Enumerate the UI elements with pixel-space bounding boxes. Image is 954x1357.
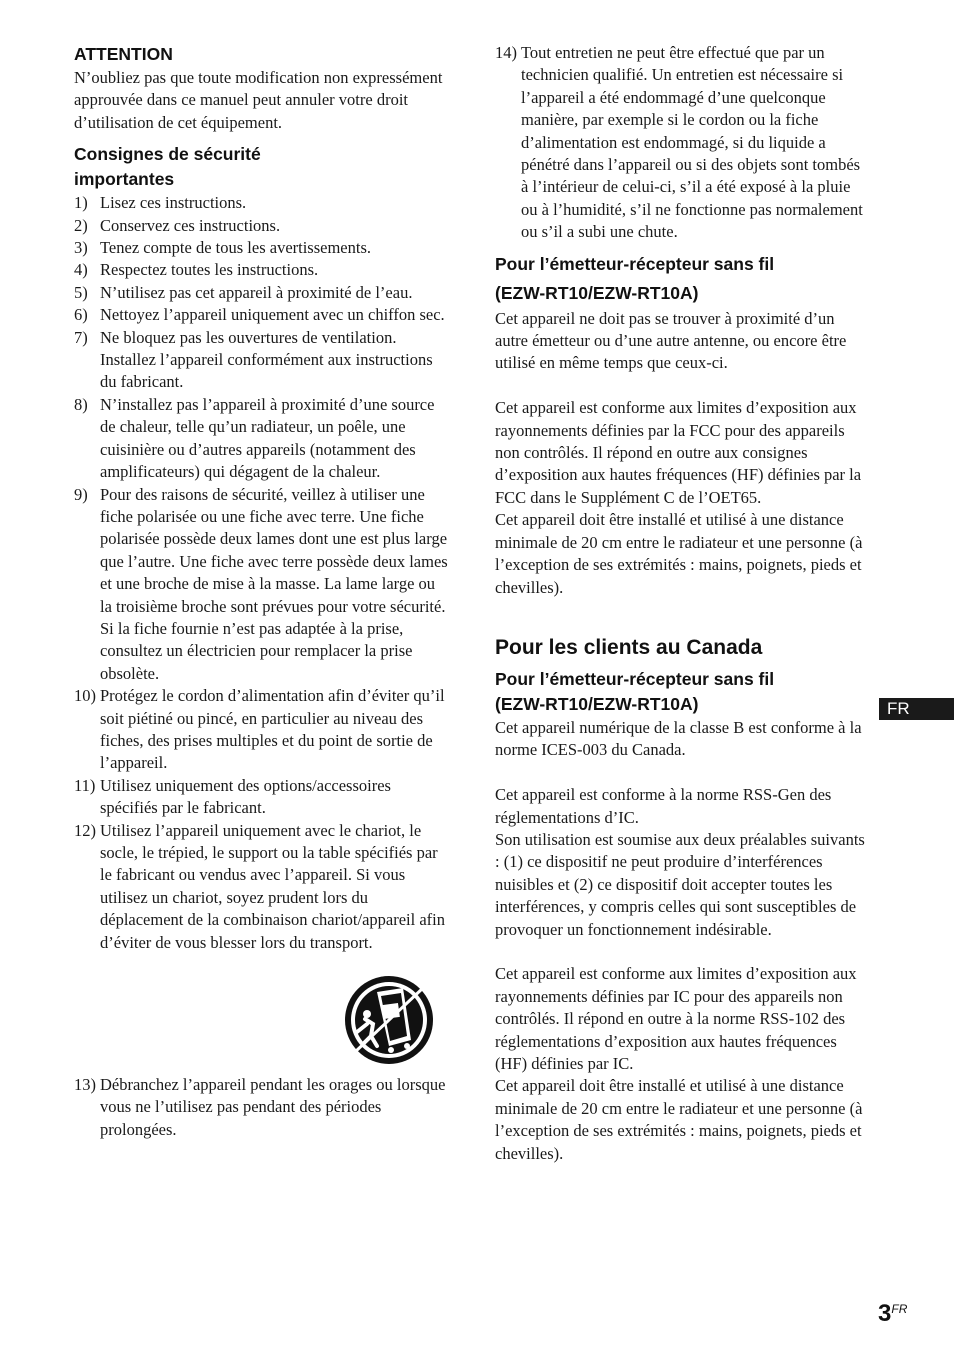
list-item: 9) Pour des raisons de sécurité, veillez à utiliser une fiche polarisée ou une fiche avec terre. Une fiche polarisée possède deux lames dont une est plus large que l’autre. Une fiche avec terre possède deux lames et une broche de mise à la masse. La lame large ou la troisième broche sont prévues pour votre sécurité. Si la fiche fournie n’est pas adaptée à la prise, consultez un électricien pour remplacer la prise obsolète. [74, 484, 448, 683]
list-item: 1) Lisez ces instructions. [74, 193, 247, 213]
list-item: 7) Ne bloquez pas les ouvertures de ventilation. Installez l’appareil conformément aux instructions du fabricant. [74, 327, 433, 392]
canada-subheading [495, 667, 865, 717]
canada-paragraph: Cet appareil numérique de la classe B est conforme à la norme ICES-003 du Canada. [495, 717, 862, 760]
right-column [495, 42, 865, 1165]
list-item: 14) Tout entretien ne peut être effectué que par un technicien qualifié. Un entretien est nécessaire si l’appareil a été endommagé d’une quelconque manière, par exemple si le cordon ou la fiche d’alimentation est endommagé, si du liquide a pénétré dans l’appareil ou si des objets sont tombés à l’intérieur de celui-ci, s’il a été exposé à la pluie ou à l’humidité, s’il ne fonctionne pas normalement ou s’il a subi une chute. [495, 43, 863, 242]
wireless-heading [495, 250, 865, 308]
list-item: 10) Protégez le cordon d’alimentation afin d’éviter qu’il soit piétiné ou pincé, en particulier au niveau des fiches, des prises multiples et du point de sortie de l’appareil. [74, 686, 445, 773]
list-item: 5) N’utilisez pas cet appareil à proximité de l’eau. [74, 282, 413, 302]
canada-paragraph: Cet appareil est conforme à la norme RSS-Gen des réglementations d’IC. [495, 785, 832, 827]
list-item: 3) Tenez compte de tous les avertissements. [74, 238, 372, 258]
canada-heading: Pour les clients au Canada [495, 635, 763, 659]
page-number-suffix: FR [891, 1302, 908, 1316]
safety-heading-line1: Consignes de sécurité [74, 144, 261, 165]
safety-heading-line2: importantes [74, 169, 175, 190]
safety-list [74, 192, 449, 954]
attention-text: N’oubliez pas que toute modification non expressément approuvée dans ce manuel peut annuler votre droit d’utilisation de cet équipement. [74, 68, 443, 132]
wireless-paragraph: Cet appareil ne doit pas se trouver à proximité d’un autre émetteur ou d’une autre antenne, ou encore être utilisé en même temps que ceux-ci. [495, 308, 847, 373]
list-item: 13) Débranchez l’appareil pendant les orages ou lorsque vous ne l’utilisez pas pendant des périodes prolongées. [74, 1075, 446, 1139]
safety-list-cont [74, 1074, 449, 1141]
language-tab: FR [879, 698, 954, 720]
safety-symbol [74, 954, 449, 1074]
cart-tipover-warning-icon [343, 974, 435, 1066]
list-item: 6) Nettoyez l’appareil uniquement avec un chiffon sec. [74, 305, 445, 325]
canada-subheading-line1: Pour l’émetteur-récepteur sans fil [495, 668, 775, 689]
list-item: 11) Utilisez uniquement des options/accessoires spécifiés par le fabricant. [74, 775, 391, 818]
attention-heading: ATTENTION [74, 44, 173, 64]
canada-paragraph: Cet appareil doit être installé et utilisé à une distance minimale de 20 cm entre le radiateur et une personne (à l’exception de ses extrémités : mains, poignets, pieds et chevilles). [495, 1076, 863, 1163]
safety-heading [74, 142, 449, 192]
list-item: 12) Utilisez l’appareil uniquement avec le chariot, le socle, le trépied, le support ou la table spécifiés par le fabricant ou vendus avec l’appareil. Si vous utilisez un chariot, soyez prudent lors du déplacement de la combinaison chariot/appareil afin d’éviter de vous blesser lors du transport. [74, 820, 445, 952]
safety-list-cont-right [495, 42, 865, 244]
list-item: 4) Respectez toutes les instructions. [74, 260, 319, 280]
canada-paragraph: Cet appareil est conforme aux limites d’exposition aux rayonnements définies par IC pour des appareils non contrôlés. Il répond en outre à la norme RSS-102 des réglementations d’exposition aux hautes fréquences (HF) définies par IC. [495, 964, 857, 1073]
list-item: 2) Conservez ces instructions. [74, 215, 281, 235]
wireless-heading-line2: (EZW-RT10/EZW-RT10A) [495, 282, 699, 303]
wireless-paragraph: Cet appareil est conforme aux limites d’exposition aux rayonnements définies par la FCC pour des appareils non contrôlés. Il répond en outre aux consignes d’exposition aux hautes fréquences (HF) définies par la FCC dans le Supplément C de l’OET65. [495, 398, 862, 507]
wireless-paragraph: Cet appareil doit être installé et utilisé à une distance minimale de 20 cm entre le radiateur et une personne (à l’exception de ses extrémités : mains, poignets, pieds et chevilles). [495, 510, 863, 597]
list-item: 8) N’installez pas l’appareil à proximité d’une source de chaleur, telle qu’un radiateur, un poêle, une cuisinière ou d’autres appareils (notamment des amplificateurs) qui dégagent de la chaleur. [74, 394, 435, 482]
page-number-value: 3 [878, 1300, 892, 1327]
canada-subheading-line2: (EZW-RT10/EZW-RT10A) [495, 693, 699, 714]
canada-paragraph: Son utilisation est soumise aux deux préalables suivants : (1) ce dispositif ne peut produire d’interférences nuisibles et (2) ce dispositif doit accepter toutes les interférences, y compris celles qui sont susceptibles de provoquer un fonctionnement indésirable. [495, 829, 865, 939]
left-column [74, 42, 449, 1141]
page-number [878, 1300, 907, 1328]
wireless-heading-line1: Pour l’émetteur-récepteur sans fil [495, 253, 775, 274]
